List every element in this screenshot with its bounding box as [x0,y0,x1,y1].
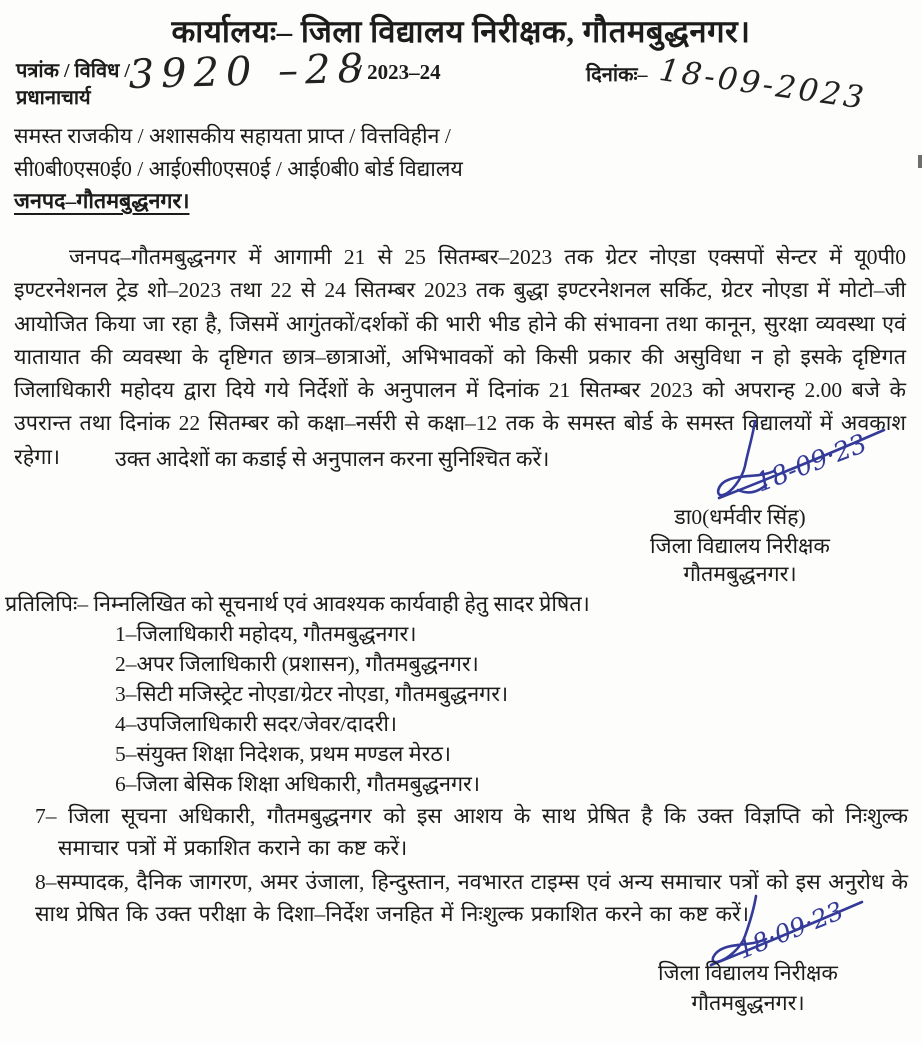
copy-item: 7– जिला सूचना अधिकारी, गौतमबुद्धनगर को इस आशय के साथ प्रेषित है कि उक्त विज्ञप्ति को निःशुल्क समाचार पत्रों में प्रकाशित कराने का कष्ट करें। [35,804,908,860]
addressee-line: सी0बी0एस0ई0 / आई0सी0एस0ई / आई0बी0 बोर्ड विद्यालय [14,157,463,181]
signature-date-bottom: 18·09·23 [733,895,848,965]
closing-line: उक्त आदेशों का कडाई से अनुपालन करना सुनिश्चित करें। [115,447,550,471]
signature-scribble-mid [698,420,893,515]
copy-item: 5–संयुक्त शिक्षा निदेशक, प्रथम मण्डल मेरठ। [115,742,452,766]
addressee-block [14,120,463,186]
ref-session-year: / 2023–24 [356,60,441,84]
ref-label-line1: पत्रांक / विविध / [16,60,130,82]
signature-ink-icon [698,420,893,515]
copy-item: 6–जिला बेसिक शिक्षा अधिकारी, गौतमबुद्धनगर। [115,772,480,796]
signatory-designation: जिला विद्यालय निरीक्षक [658,961,838,985]
addressee-line: समस्त राजकीय / अशासकीय सहायता प्राप्त / वित्तविहीन / [14,124,451,148]
copy-item: 4–उपजिलाधिकारी सदर/जेवर/दादरी। [115,712,398,736]
signatory-designation: जिला विद्यालय निरीक्षक [650,533,830,558]
signatory-name: डा0(धर्मवीर सिंह) [674,505,806,529]
ref-label-line2: प्रधानाचार्य [16,87,91,109]
body-paragraph: जनपद–गौतमबुद्धनगर में आगामी 21 से 25 सितम्बर–2023 तक ग्रेटर नोएडा एक्सपों सेन्टर में यू0पी0 इण्टरनेशनल ट्रेड शो–2023 तथा 22 से 24 सितम्बर 2023 तक बुद्धा इण्टरनेशनल सर्किट, ग्रेटर नोएडा में मोटो–जी आयोजित किया जा रहा है, जिसमें आगुंतकों/दर्शकों की भारी भीड होने की संभावना तथा कानून, सुरक्षा व्यवस्था एवं यातायात की व्यवस्था के दृष्टिगत छात्र–छात्राओं, अभिभावकों को किसी प्रकार की असुविधा न हो इसके दृष्टिगत जिलाधिकारी महोदय द्वारा दिये गये निर्देशों के अनुपालन में दिनांक 21 सितम्बर 2023 को अपरान्ह 2.00 बजे के उपरान्त तथा दिनांक 22 सितम्बर को कक्षा–नर्सरी से कक्षा–12 तक के समस्त बोर्ड के समस्त विद्यालयों में अवकाश रहेगा। [14,245,906,469]
handwritten-ref-number: 3920 –28 [128,45,371,98]
signatory-district: गौतमबुद्धनगर। [691,991,805,1015]
copy-heading: प्रतिलिपिः– निम्नलिखित को सूचनार्थ एवं आवश्यक कार्यवाही हेतु सादर प्रेषित। [5,592,590,616]
signatory-block-mid [600,503,880,589]
signature-date-mid: 18-09·23 [751,428,872,499]
signatory-block-bottom [608,958,888,1018]
signatory-district: गौतमबुद्धनगर। [683,562,797,586]
office-title: कार्यालयः– जिला विद्यालय निरीक्षक, गौतमबुद्धनगर। [171,14,751,49]
district-line: जनपद–गौतमबुद्धनगर। [14,189,190,213]
handwritten-date: 18-09-2023 [656,52,869,117]
copy-item: 8–सम्पादक, दैनिक जागरण, अमर उंजाला, हिन्दुस्तान, नवभारत टाइम्स एवं अन्य समाचार पत्रों को इस अनुरोध के साथ प्रेषित कि उक्त परीक्षा के दिशा–निर्देश जनहित में निःशुल्क प्रकाशित करने का कष्ट करें। [35,870,908,926]
date-label: दिनांकः– [586,64,648,86]
copy-item: 1–जिलाधिकारी महोदय, गौतमबुद्धनगर। [115,622,417,646]
copy-list [0,619,908,930]
copy-item: 3–सिटी मजिस्ट्रेट नोएडा/ग्रेटर नोएडा, गौतमबुद्धनगर। [115,682,509,706]
copy-item: 2–अपर जिलाधिकारी (प्रशासन), गौतमबुद्धनगर। [115,652,479,676]
scan-edge-artifact [918,155,922,168]
ref-label [16,58,130,112]
